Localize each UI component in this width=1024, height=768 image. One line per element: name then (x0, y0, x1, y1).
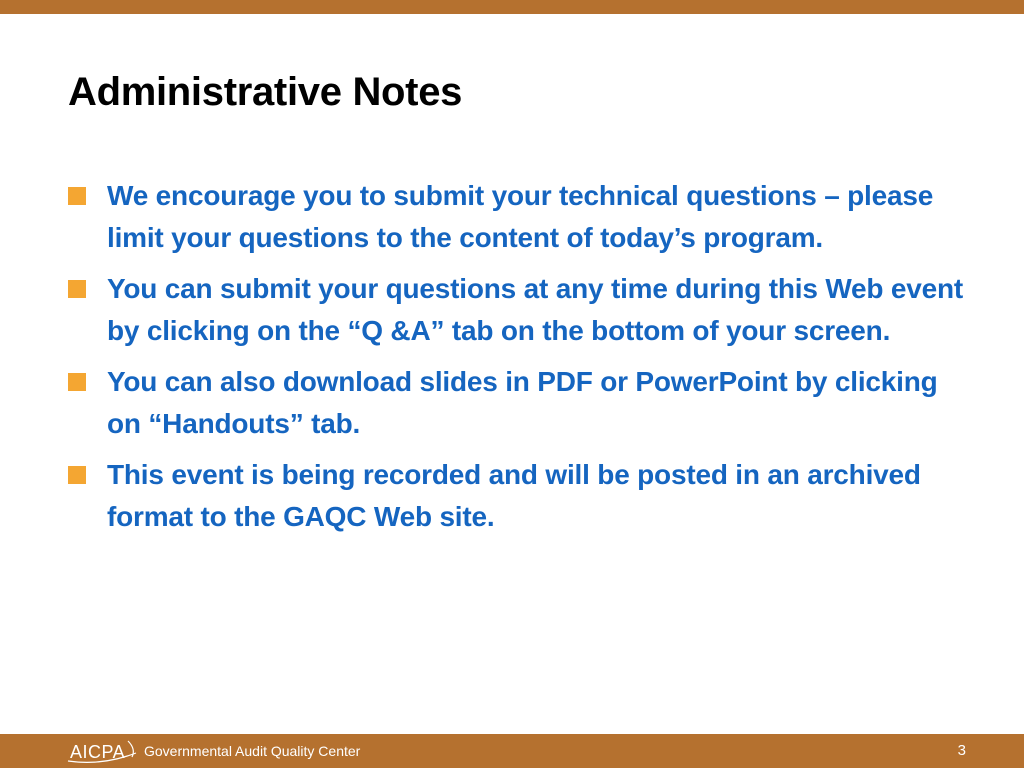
bullet-item (68, 268, 968, 352)
bullet-text: You can submit your questions at any time during this Web event by clicking on the “Q &A” tab on the bottom of your screen. (107, 273, 964, 346)
bullet-text: You can also download slides in PDF or PowerPoint by clicking on “Handouts” tab. (107, 366, 938, 439)
page-number: 3 (957, 742, 966, 759)
bullet-item (68, 175, 968, 259)
square-bullet-icon (68, 373, 86, 391)
footer-bar (0, 734, 1024, 768)
square-bullet-icon (68, 187, 86, 205)
bullet-text: This event is being recorded and will be posted in an archived format to the GAQC Web site. (107, 459, 921, 532)
bullet-list (68, 175, 968, 547)
square-bullet-icon (68, 280, 86, 298)
organization-name: Governmental Audit Quality Center (144, 743, 361, 759)
square-bullet-icon (68, 466, 86, 484)
top-accent-bar (0, 0, 1024, 14)
slide-title: Administrative Notes (68, 70, 463, 114)
aicpa-logo (66, 739, 138, 763)
bullet-item (68, 454, 968, 538)
bullet-text: We encourage you to submit your technical questions – please limit your questions to the content of today’s program. (107, 180, 934, 253)
bullet-item (68, 361, 968, 445)
logo-text: AICPA (70, 742, 126, 762)
